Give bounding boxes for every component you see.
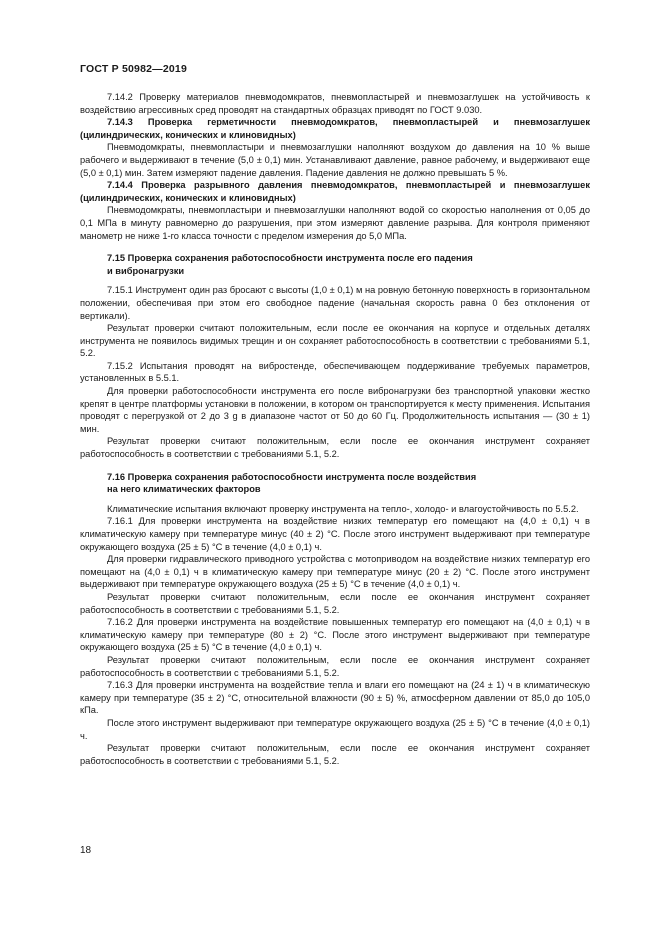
document-body — [80, 91, 590, 767]
paragraph-7-16-2: 7.16.2 Для проверки инструмента на воздействие повышенных температур его помещают на (4,0 ± 0,1) ч в климатическую камеру при температуре (80 ± 2) °C. После этого инструмент выдерживают при температуре окружающего воздуха (25 ± 5) °C в течение (4,0 ± 0,1) ч. — [80, 617, 590, 653]
section-heading-7-15 — [80, 252, 590, 277]
paragraph-7-15-1: 7.15.1 Инструмент один раз бросают с высоты (1,0 ± 0,1) м на ровную бетонную поверхность в горизонтальном положении, обеспечивая при этом его свободное падение (начальная скорость равна 0 без отклонения от вертикали). — [80, 285, 590, 321]
page-number: 18 — [80, 845, 92, 856]
paragraph-7-16-1: 7.16.1 Для проверки инструмента на воздействие низких температур его помещают на (4,0 ± 0,1) ч в климатическую камеру при температуре минус (40 ± 2) °C. После этого инструмент выдерживают при температуре окружающего воздуха (25 ± 5) °C в течение (4,0 ± 0,1) ч. — [80, 516, 590, 552]
paragraph: Результат проверки считают положительным, если после ее окончания инструмент сохраняет работоспособность в соответствии с требованиями 5.1, 5.2. — [80, 591, 590, 615]
paragraph: Пневмодомкраты, пневмопластыри и пневмозаглушки наполняют водой со скоростью наполнения от 0,05 до 0,1 МПа в минуту равномерно до разрушения, при этом измеряют давление разрыва. Для контроля применяют манометр не ниже 1-го класса точности с пределом измерения до 5,0 МПа. — [80, 205, 590, 241]
paragraph: Результат проверки считают положительным, если после ее окончания на корпусе и отдельных деталях инструмента не появилось видимых трещин и он сохраняет работоспособность в соответствии с требованиями 5.1, 5.2. — [80, 323, 590, 359]
standard-code-header: ГОСТ Р 50982—2019 — [80, 63, 188, 75]
subheading-7-14-4: 7.14.4 Проверка разрывного давления пневмодомкратов, пневмопластырей и пневмозаглушек (цилиндрических, конических и клиновидных) — [80, 180, 590, 203]
paragraph: Пневмодомкраты, пневмопластыри и пневмозаглушки наполняют воздухом до давления на 10 % выше рабочего и выдерживают в течение (5,0 ± 0,1) мин. Устанавливают давление, равное рабочему, и выдерживают еще (5,0 ± 0,1) мин. Затем измеряют падение давления. Падение давления не должно превышать 5 %. — [80, 142, 590, 178]
paragraph-7-14-2: 7.14.2 Проверку материалов пневмодомкратов, пневмопластырей и пневмозаглушек на устойчивость к воздействию агрессивных сред проводят на стандартных образцах приводят по ГОСТ 9.030. — [80, 92, 590, 115]
subheading-7-14-3: 7.14.3 Проверка герметичности пневмодомкратов, пневмопластырей и пневмозаглушек (цилиндрических, конических и клиновидных) — [80, 117, 590, 140]
paragraph: После этого инструмент выдерживают при температуре окружающего воздуха (25 ± 5) °C в течение (4,0 ± 0,1) ч. — [80, 717, 590, 741]
section-heading-line: 7.16 Проверка сохранения работоспособности инструмента после воздействия — [107, 471, 477, 482]
paragraph: Для проверки работоспособности инструмента его после вибронагрузки без транспортной упаковки жестко крепят в центре платформы установки в положении, в котором он транспортируется к месту применения. Испытания проводят с перегрузкой от 2 до 3 g в диапазоне частот от 50 до 60 Гц. Продолжительность испытания — (30 ± 1) мин. — [80, 386, 590, 434]
paragraph: Для проверки гидравлического приводного устройства с мотоприводом на воздействие низких температур его помещают на (4,0 ± 0,1) ч в климатическую камеру при температуре минус (20 ± 2) °C. После этого инструмент выдерживают при температуре окружающего воздуха (25 ± 5) °C в течение (4,0 ± 0,1) ч. — [80, 554, 590, 590]
paragraph: Результат проверки считают положительным, если после ее окончания инструмент сохраняет работоспособность в соответствии с требованиями 5.1, 5.2. — [80, 436, 590, 460]
paragraph-7-15-2: 7.15.2 Испытания проводят на вибростенде, обеспечивающем поддерживание требуемых параметров, установленных в 5.5.1. — [80, 360, 590, 384]
paragraph: Климатические испытания включают проверку инструмента на тепло-, холодо- и влагоустойчивость по 5.5.2. — [107, 503, 579, 514]
section-heading-7-16 — [80, 471, 590, 496]
section-heading-line: 7.15 Проверка сохранения работоспособности инструмента после его падения — [107, 253, 473, 264]
section-heading-line: на него климатических факторов — [107, 484, 261, 495]
paragraph-7-16-3: 7.16.3 Для проверки инструмента на воздействие тепла и влаги его помещают на (24 ± 1) ч в климатическую камеру при температуре (35 ± 2) °C, относительной влажности (90 ± 5) %, атмосферном давлении от 85,0 до 105,0 кПа. — [80, 680, 590, 716]
paragraph: Результат проверки считают положительным, если после ее окончания инструмент сохраняет работоспособность в соответствии с требованиями 5.1, 5.2. — [80, 654, 590, 678]
section-heading-line: и вибронагрузки — [107, 265, 185, 276]
paragraph: Результат проверки считают положительным, если после ее окончания инструмент сохраняет работоспособность в соответствии с требованиями 5.1, 5.2. — [80, 743, 590, 766]
